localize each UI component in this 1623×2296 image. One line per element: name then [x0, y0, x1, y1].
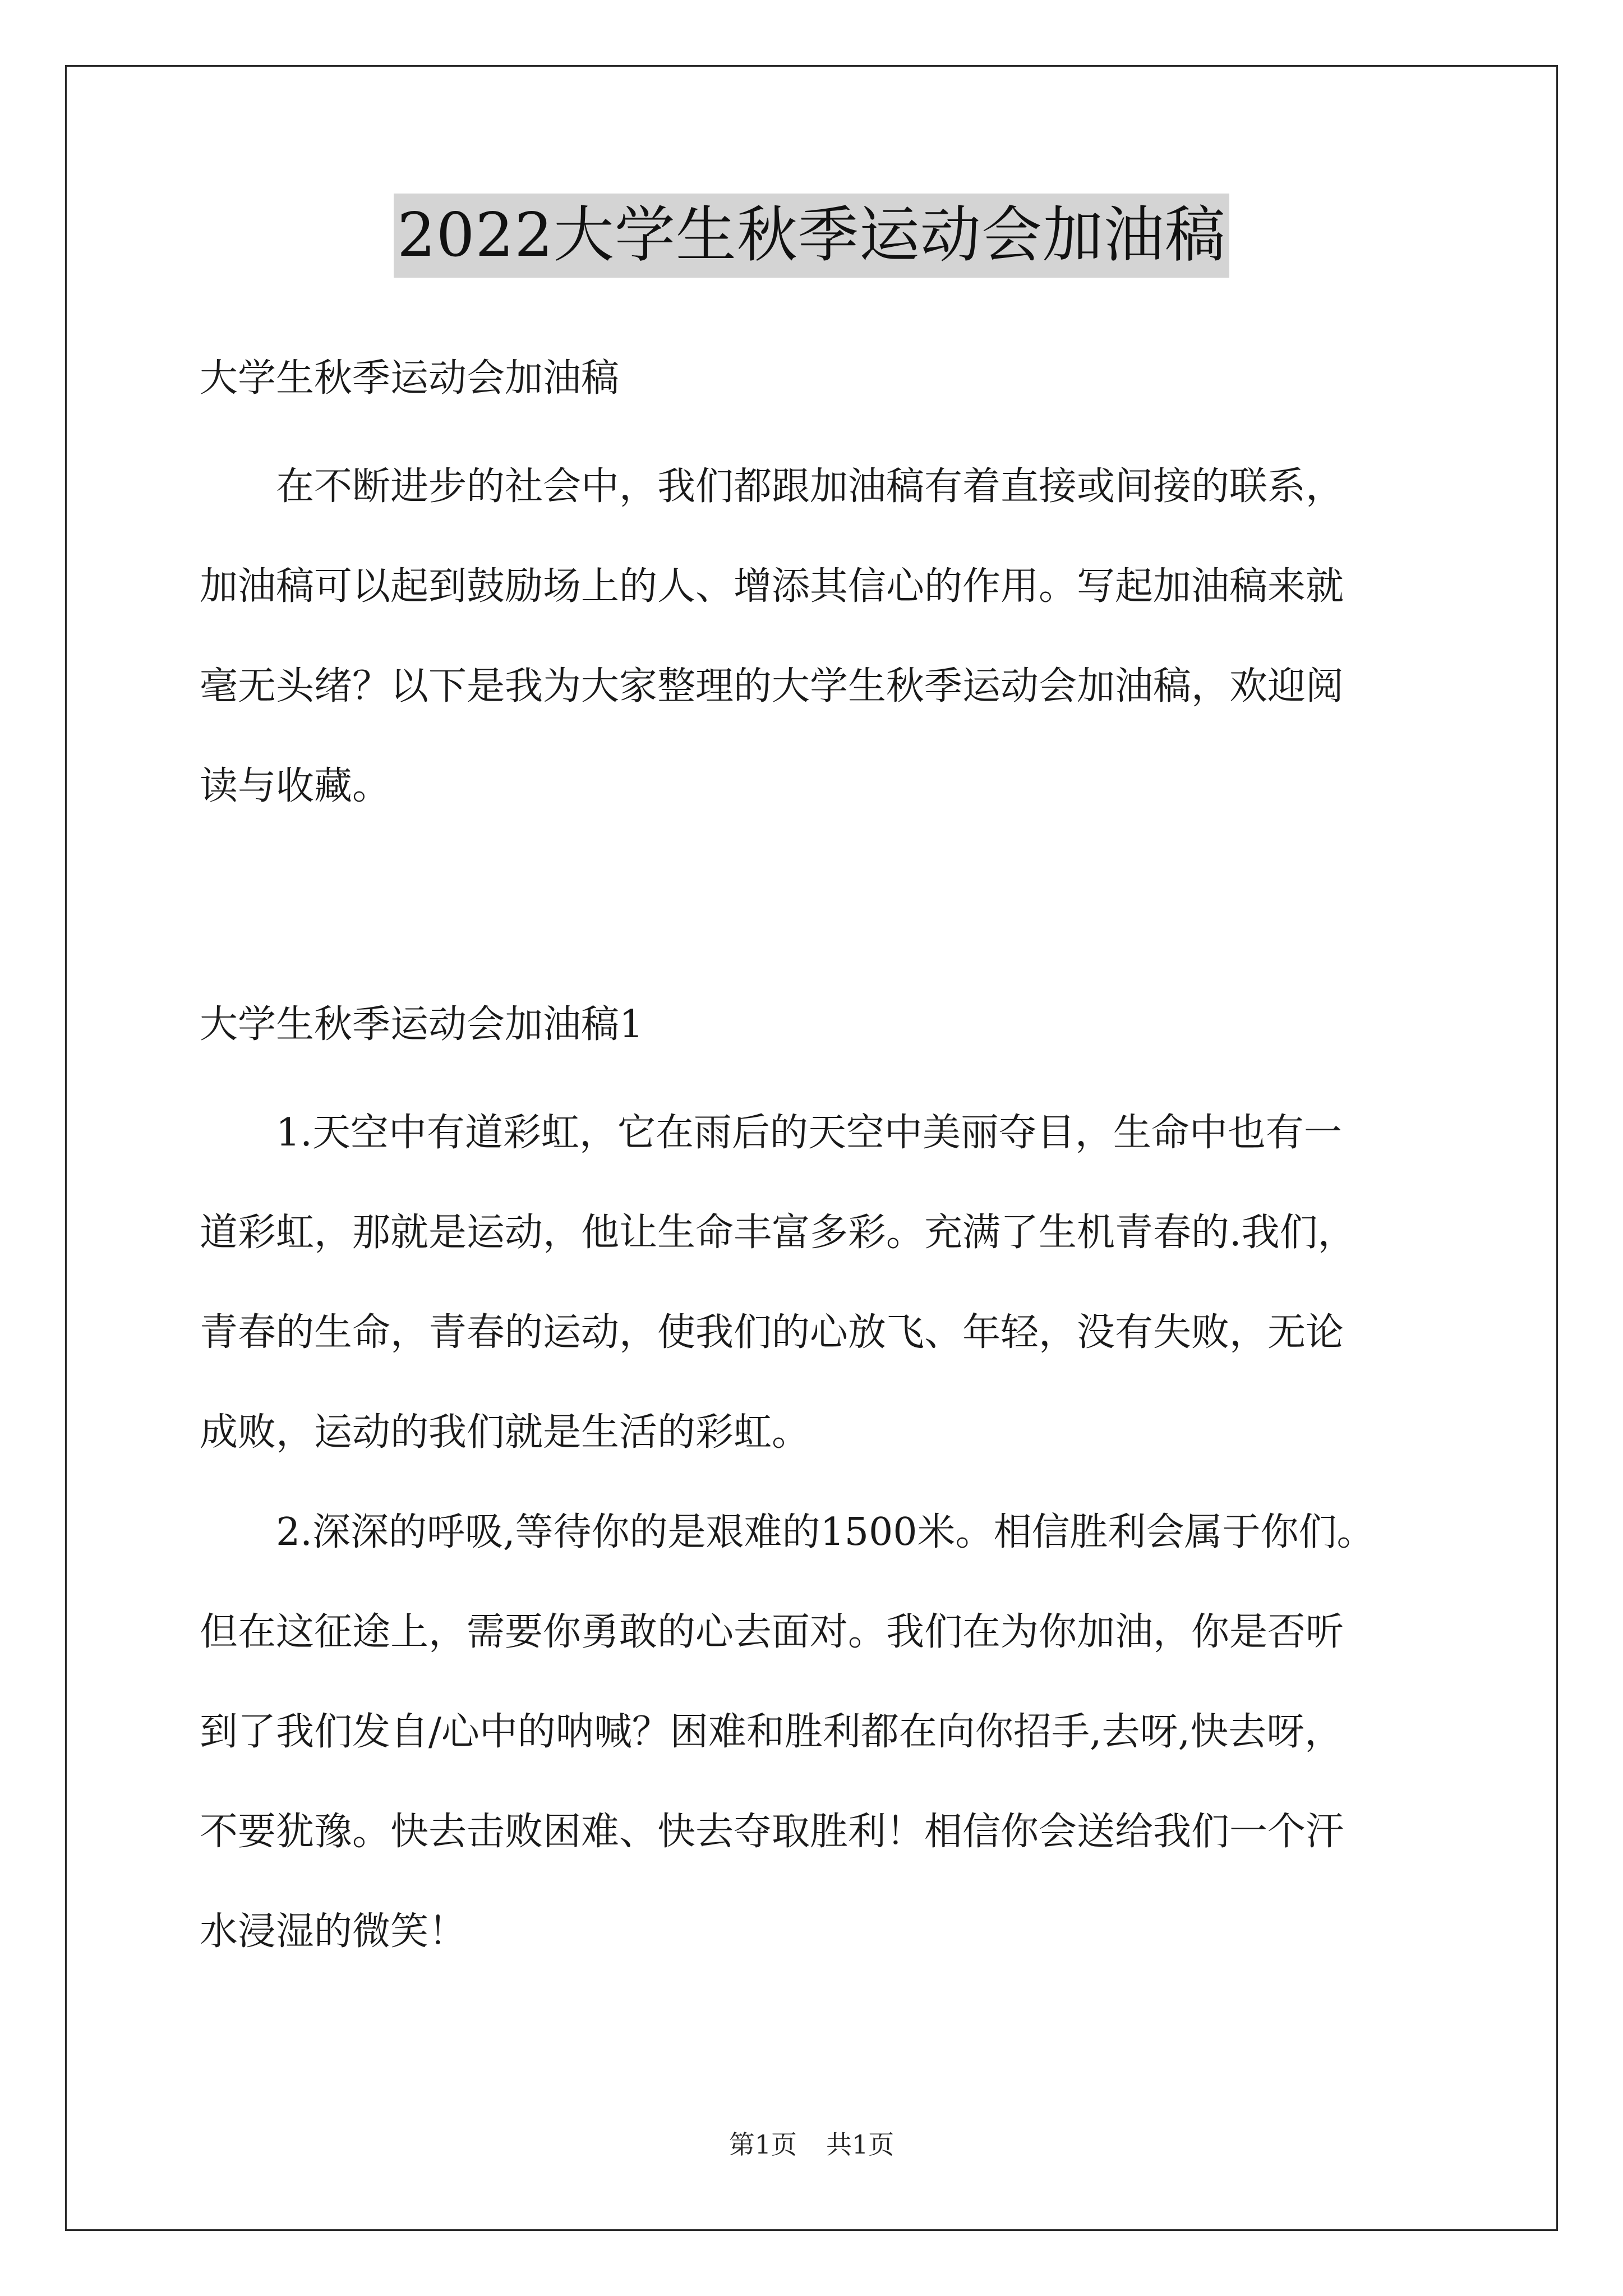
para1-line-3: 青春的生命，青春的运动，使我们的心放飞、年轻，没有失败，无论: [200, 1310, 1344, 1355]
page-footer: [0, 2125, 1623, 2164]
subtitle: 大学生秋季运动会加油稿: [200, 356, 620, 401]
section-heading: 大学生秋季运动会加油稿1: [200, 1002, 644, 1047]
para2-line-5: 水浸湿的微笑！: [200, 1910, 467, 1954]
para1-line-4: 成败，运动的我们就是生活的彩虹。: [200, 1410, 810, 1455]
para2-line-3: 到了我们发自/心中的呐喊？困难和胜利都在向你招手,去呀,快去呀，: [200, 1710, 1343, 1754]
intro-line-2: 加油稿可以起到鼓励场上的人、增添其信心的作用。写起加油稿来就: [200, 564, 1344, 609]
page-number-current: 第1页: [728, 2129, 797, 2160]
intro-line-4: 读与收藏。: [200, 764, 391, 808]
para1-line-1: 1.天空中有道彩虹，它在雨后的天空中美丽夺目，生命中也有一: [200, 1111, 1342, 1155]
para2-line-4: 不要犹豫。快去击败困难、快去夺取胜利！相信你会送给我们一个汗: [200, 1810, 1344, 1854]
intro-line-1: 在不断进步的社会中，我们都跟加油稿有着直接或间接的联系，: [200, 464, 1344, 509]
title-container: [0, 194, 1623, 278]
document-title: 2022大学生秋季运动会加油稿: [394, 194, 1229, 278]
page-number-total: 共1页: [826, 2129, 895, 2160]
para2-line-2: 但在这征途上，需要你勇敢的心去面对。我们在为你加油，你是否听: [200, 1610, 1344, 1654]
intro-line-3: 毫无头绪？以下是我为大家整理的大学生秋季运动会加油稿，欢迎阅: [200, 664, 1344, 708]
para2-line-1: 2.深深的呼吸,等待你的是艰难的1500米。相信胜利会属于你们。: [200, 1510, 1375, 1554]
para1-line-2: 道彩虹，那就是运动，他让生命丰富多彩。充满了生机青春的.我们，: [200, 1211, 1356, 1255]
